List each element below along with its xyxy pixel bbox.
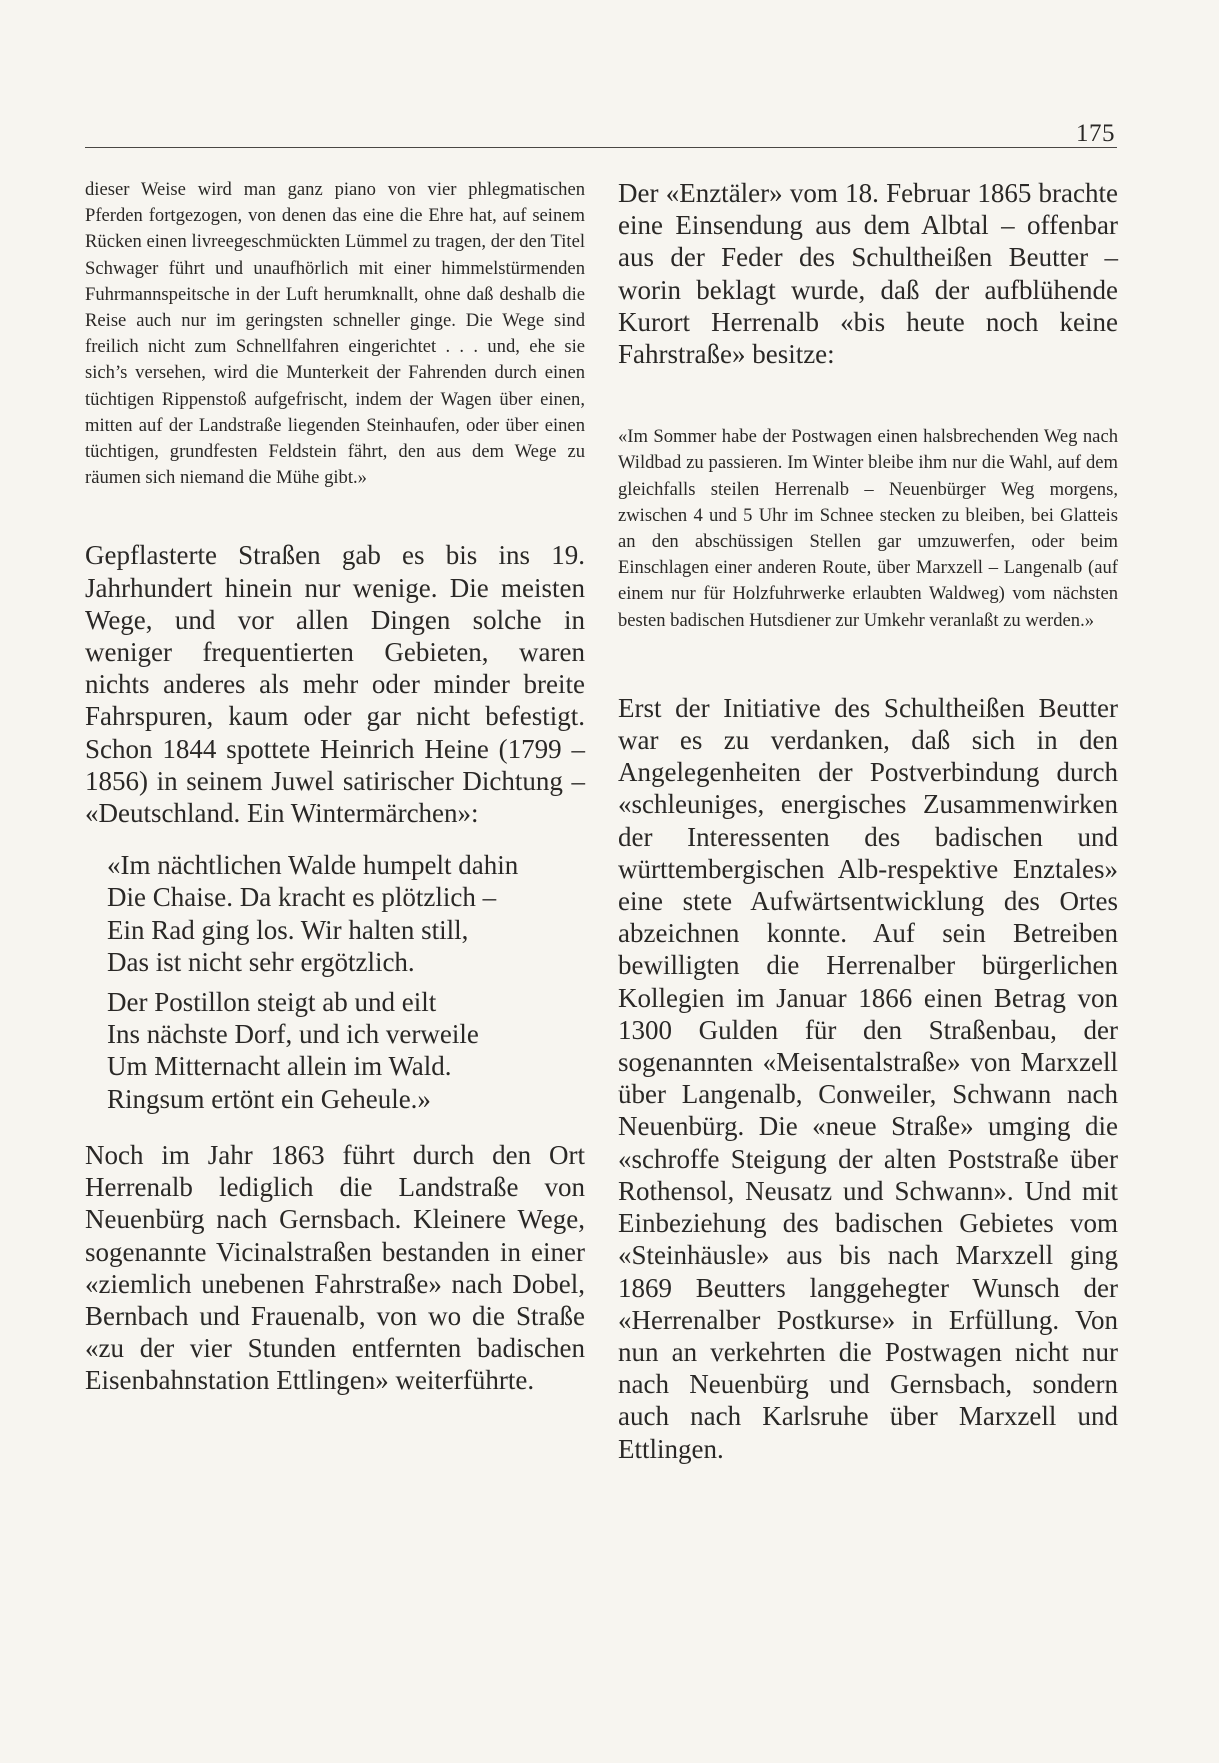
verse-line: Ins nächste Dorf, und ich verweile	[107, 1019, 479, 1050]
verse-line: Das ist nicht sehr ergötzlich.	[107, 946, 415, 977]
quote-continuation: dieser Weise wird man ganz piano von vier phlegmatischen Pferden fortgezogen, von denen das eine die Ehre hat, auf seinem Rücken einen livreegeschmückten Lümmel zu tragen, der den Titel Schwager führt und unaufhörlich mit einer himmelstürmenden Fuhrmannspeitsche in der Luft herumknallt, ohne daß deshalb die Reise auch nur im geringsten schneller ginge. Die Wege sind freilich nicht zum Schnellfahren eingerichtet . . . und, ehe sie sich’s versehen, wird die Munterkeit der Fahrenden durch einen tüchtigen Rippenstoß aufgefrischt, indem der Wagen über einen, mitten auf der Landstraße liegenden Steinhaufen, oder über einen tüchtigen, grundfesten Feldstein fährt, den aus dem Wege zu räumen sich niemand die Mühe gibt.»	[85, 179, 585, 489]
header-rule	[85, 147, 1117, 148]
verse-line: Um Mitternacht allein im Wald.	[107, 1051, 452, 1082]
verse-line: Der Postillon steigt ab und eilt	[107, 987, 437, 1018]
body-paragraph-enztaeler: Der «Enztäler» vom 18. Februar 1865 brachte eine Einsendung aus dem Albtal – offenbar aus der Feder des Schultheißen Beutter – worin beklagt wurde, daß der aufblühende Kurort Herrenalb «bis heute noch keine Fahrstraße» besitze:	[618, 178, 1118, 370]
verse-line: Die Chaise. Da kracht es plötzlich –	[107, 882, 497, 913]
verse-stanza-2	[107, 986, 585, 1115]
verse-line: Ein Rad ging los. Wir halten still,	[107, 914, 469, 945]
heine-verse	[107, 849, 585, 1115]
verse-line: «Im nächtlichen Walde humpelt dahin	[107, 850, 519, 881]
right-column	[618, 177, 1118, 1465]
verse-line: Ringsum ertönt ein Geheule.»	[107, 1083, 431, 1114]
body-paragraph-beutter: Erst der Initiative des Schultheißen Beutter war es zu verdanken, daß sich in den Angelegenheiten der Postverbindung durch «schleuniges, energisches Zusammenwirken der Interessenten des badischen und württembergischen Alb-respektive Enztales» eine stete Aufwärtsentwicklung des Ortes abzeichnen konnte. Auf sein Betreiben bewilligten die Herrenalber bürgerlichen Kollegien im Januar 1866 einen Betrag von 1300 Gulden für den Straßenbau, der sogenannten «Meisentalstraße» von Marxzell über Langenalb, Conweiler, Schwann nach Neuenbürg. Die «neue Straße» umging die «schroffe Steigung der alten Poststraße über Rothensol, Neusatz und Schwann». Und mit Einbeziehung des badischen Gebietes vom «Steinhäusle» aus bis nach Marxzell ging 1869 Beutters langgehegter Wunsch der «Herrenalber Postkurse» in Erfüllung. Von nun an verkehrten die Postwagen nicht nur nach Neuenbürg und Gernsbach, sondern auch nach Karlsruhe über Marxzell und Ettlingen.	[618, 692, 1118, 1464]
block-quote-postwagen: «Im Sommer habe der Postwagen einen halsbrechenden Weg nach Wildbad zu passieren. Im Winter bleibe ihm nur die Wahl, auf dem gleichfalls steilen Herrenalb – Neuenbürger Weg morgens, zwischen 4 und 5 Uhr im Schnee stecken zu bleiben, bei Glatteis an den abschüssigen Stellen gar umzuwerfen, oder beim Einschlagen einer anderen Route, über Marxzell – Langenalb (auf einem nur für Holzfuhrwerke erlaubten Waldweg) vom nächsten besten badischen Hutsdiener zur Umkehr veranlaßt zu werden.»	[618, 426, 1118, 631]
body-paragraph-gepflasterte: Gepflasterte Straßen gab es bis ins 19. Jahrhundert hinein nur wenige. Die meisten Wege, und vor allen Dingen solche in weniger frequentierten Gebieten, waren nichts anderes als mehr oder minder breite Fahrspuren, kaum oder gar nicht befestigt. Schon 1844 spottete Heinrich Heine (1799 – 1856) in seinem Juwel satirischer Dichtung – «Deutschland. Ein Wintermärchen»:	[85, 540, 585, 829]
body-paragraph-herrenalb-1863: Noch im Jahr 1863 führt durch den Ort Herrenalb lediglich die Landstraße von Neuenbürg nach Gernsbach. Kleinere Wege, sogenannte Vicinalstraßen bestanden in einer «ziemlich unebenen Fahrstraße» nach Dobel, Bernbach und Frauenalb, von wo die Straße «zu der vier Stunden entfernten badischen Eisenbahnstation Ettlingen» weiterführte.	[85, 1139, 585, 1396]
left-column	[85, 177, 585, 1397]
page-number: 175	[1076, 120, 1115, 147]
verse-stanza-1	[107, 849, 585, 978]
